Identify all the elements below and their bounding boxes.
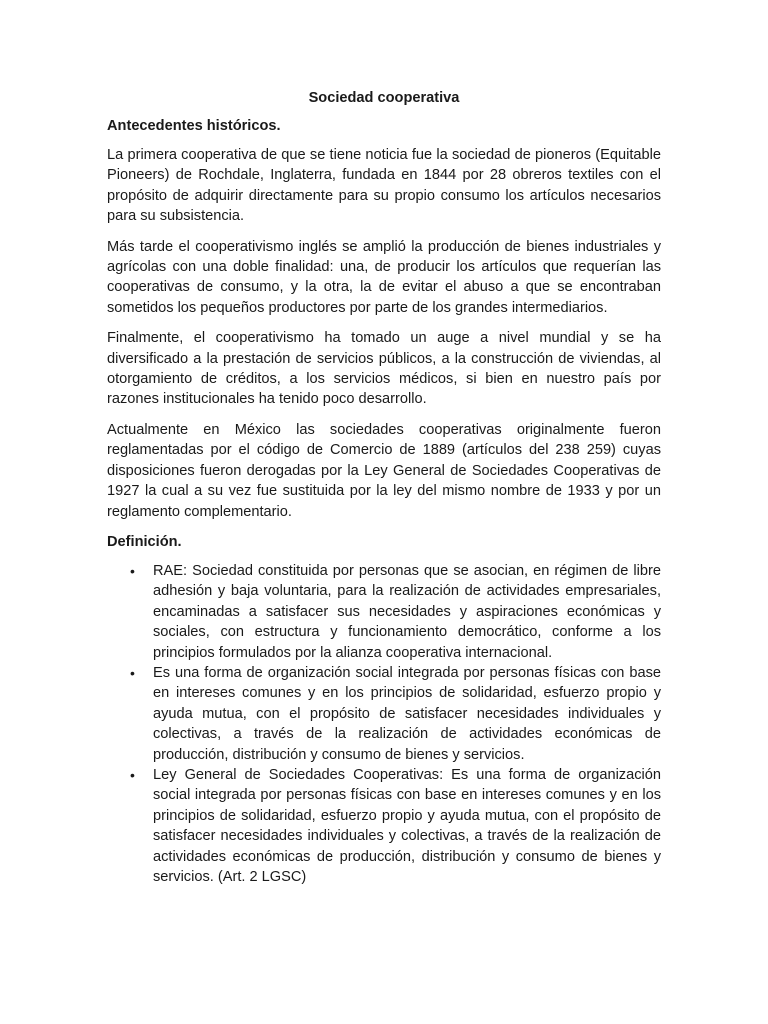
definition-item-text: RAE: Sociedad constituida por personas que se asocian, en régimen de libre adhesión y baja voluntaria, para la realización de actividades empresariales, encaminadas a satisfacer sus necesidades y aspiraciones económicas y sociales, con estructura y funcionamiento democrático, conforme a los principios formulados por la alianza cooperativa internacional. [153, 562, 661, 661]
history-paragraph-2: Más tarde el cooperativismo inglés se amplió la producción de bienes industriales y agrícolas con una doble finalidad: una, de producir los artículos que requerían las cooperativas de consumo, y la otra, la de evitar el abuso a que se encontraban sometidos los pequeños productores por parte de los grandes intermediarios. [107, 238, 661, 316]
definition-item-rae [107, 561, 661, 663]
definition-item-text: Ley General de Sociedades Cooperativas: Es una forma de organización social integrada por personas físicas con base en intereses comunes y en los principios de solidaridad, esfuerzo propio y ayuda mutua, con el propósito de satisfacer necesidades individuales y colectivas, a través de la realización de actividades económicas de producción, distribución y consumo de bienes y servicios. (Art. 2 LGSC) [153, 766, 661, 885]
definition-item-lgsc [107, 765, 661, 887]
bullet-icon: • [130, 766, 135, 783]
bullet-icon: • [130, 664, 135, 681]
definition-item-text: Es una forma de organización social integrada por personas físicas con base en intereses comunes y en los principios de solidaridad, esfuerzo propio y ayuda mutua, con el propósito de satisfacer necesidades individuales y colectivas, a través de la realización de actividades económicas de producción, distribución y consumo de bienes y servicios. [153, 664, 661, 763]
definition-heading: Definición. [107, 533, 182, 550]
definition-list [107, 561, 661, 888]
definition-item-general [107, 663, 661, 765]
history-paragraph-3: Finalmente, el cooperativismo ha tomado un auge a nivel mundial y se ha diversificado a la prestación de servicios públicos, a la construcción de viviendas, al otorgamiento de créditos, a los servicios médicos, si bien en nuestro país por razones institucionales ha tenido poco desarrollo. [107, 330, 661, 408]
bullet-icon: • [130, 562, 135, 579]
history-paragraph-1: La primera cooperativa de que se tiene noticia fue la sociedad de pioneros (Equitable Pioneers) de Rochdale, Inglaterra, fundada en 1844 por 28 obreros textiles con el propósito de adquirir directamente para su propio consumo los artículos necesarios para su subsistencia. [107, 147, 661, 225]
history-paragraph-4: Actualmente en México las sociedades cooperativas originalmente fueron reglamentadas por el código de Comercio de 1889 (artículos del 238 259) cuyas disposiciones fueron derogadas por la Ley General de Sociedades Cooperativas de 1927 la cual a su vez fue sustituida por la ley del mismo nombre de 1933 y por un reglamento complementario. [107, 421, 661, 520]
history-heading: Antecedentes históricos. [107, 118, 281, 134]
document-title: Sociedad cooperativa [308, 90, 460, 106]
